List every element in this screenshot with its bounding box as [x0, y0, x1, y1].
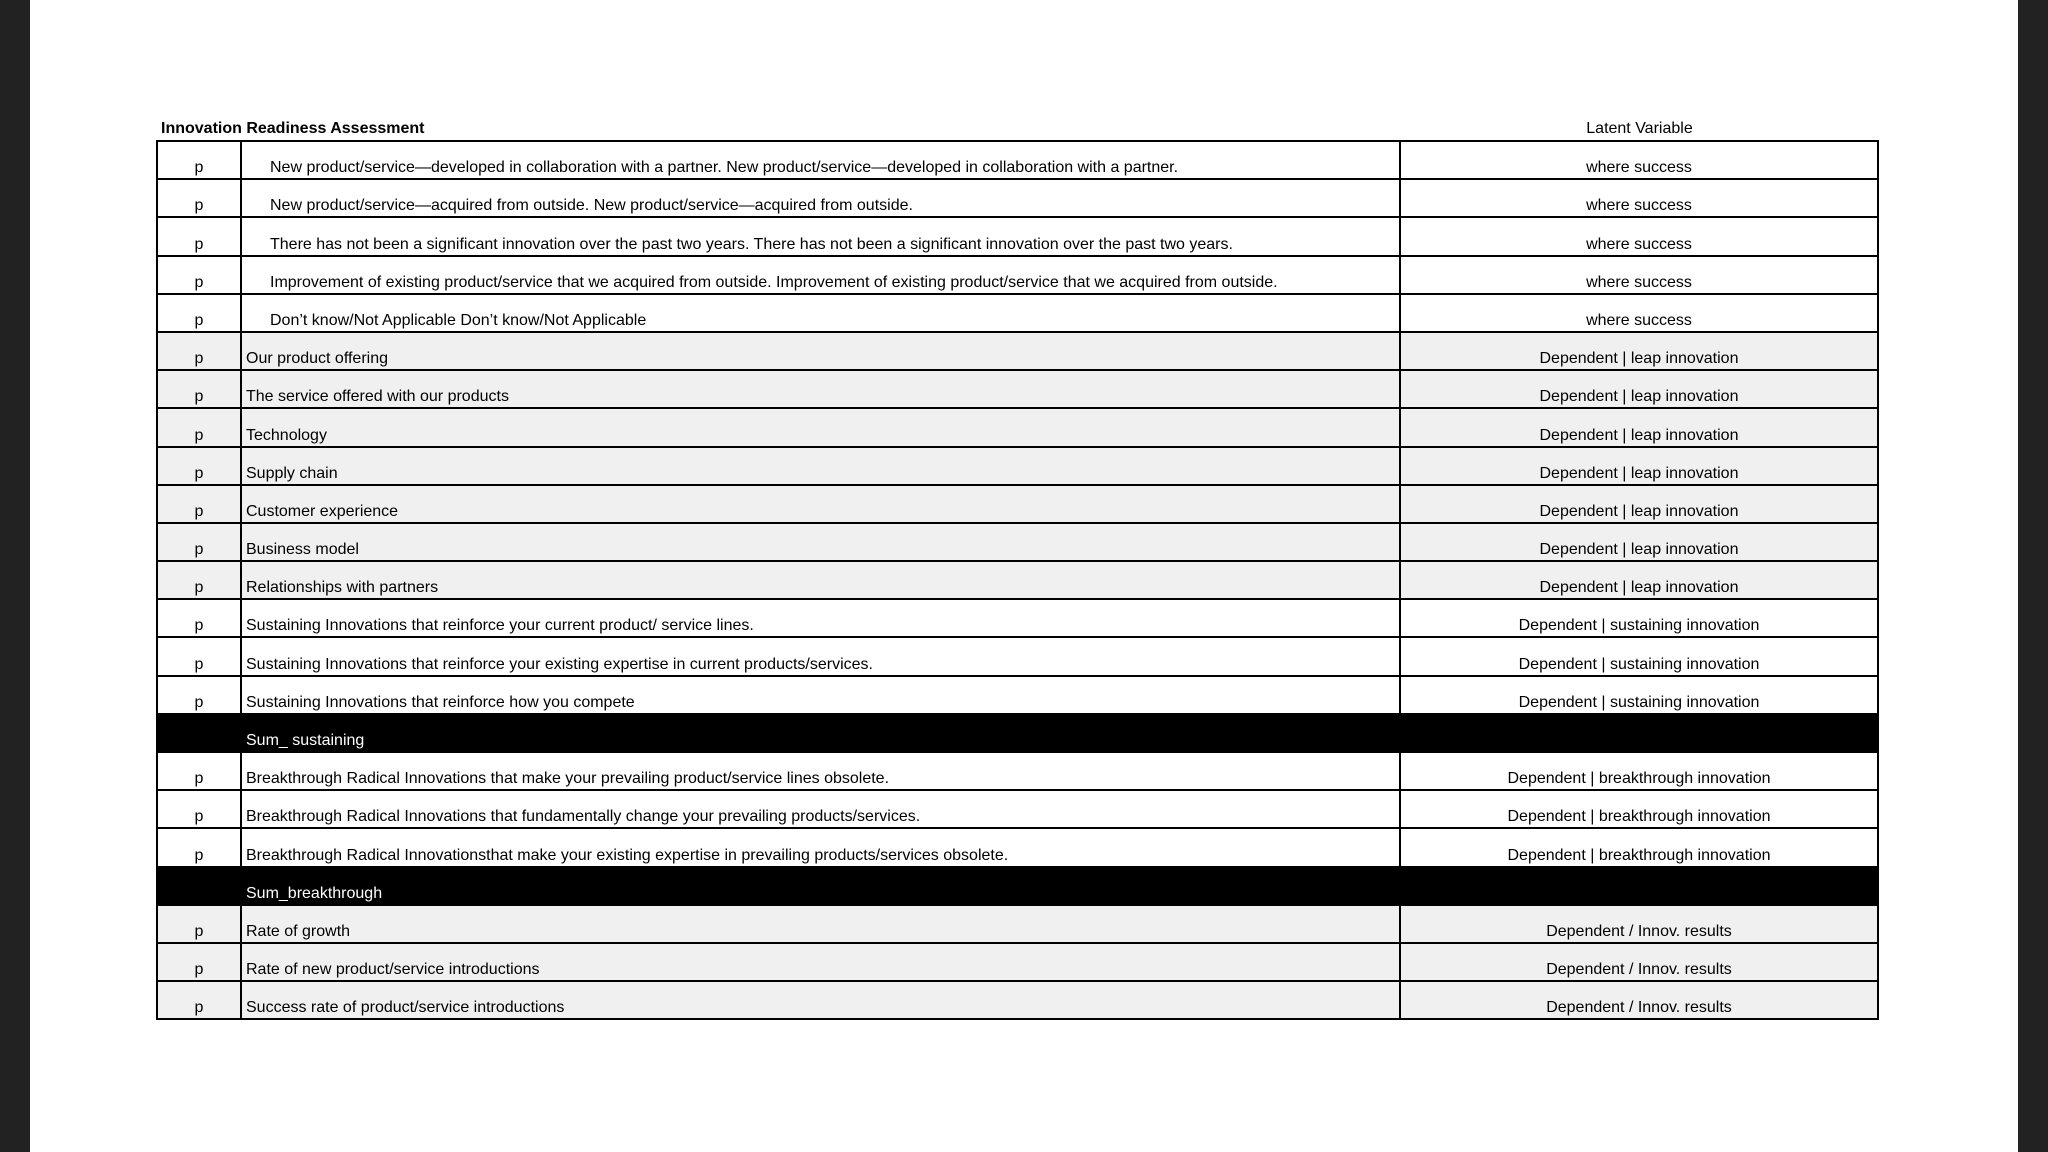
- latent-variable-cell: where success: [1586, 235, 1692, 253]
- table-row: [158, 218, 1877, 256]
- row-item-text: [242, 677, 1401, 713]
- row-item-text: [242, 524, 1401, 560]
- table-row: [158, 753, 1877, 791]
- table-row: [158, 142, 1877, 180]
- row-item-text: [242, 295, 1401, 331]
- row-marker: p: [158, 333, 242, 369]
- table-row: [158, 295, 1877, 333]
- table-title: Innovation Readiness Assessment: [161, 120, 425, 137]
- item-label: Sustaining Innovations that reinforce how you compete: [246, 693, 635, 711]
- latent-variable-cell: Dependent | breakthrough innovation: [1507, 846, 1771, 864]
- row-item-text: [242, 791, 1401, 827]
- table-row: [158, 257, 1877, 295]
- row-item-text: [242, 638, 1401, 674]
- table-row: [158, 906, 1877, 944]
- latent-variable-cell: Dependent | leap innovation: [1539, 426, 1739, 444]
- table-row: [158, 448, 1877, 486]
- row-item-text: [242, 218, 1401, 254]
- latent-variable-cell: Dependent | sustaining innovation: [1518, 617, 1760, 635]
- item-label: The service offered with our products: [246, 388, 509, 406]
- latent-variable-cell: Dependent / Innov. results: [1546, 999, 1732, 1017]
- item-label: New product/service—developed in collaboration with a partner. New product/service—developed in collaboration with a partner.: [270, 159, 1179, 177]
- item-label: Sum_ sustaining: [246, 732, 365, 749]
- item-label: Breakthrough Radical Innovationsthat make your existing expertise in prevailing products/services obsolete.: [246, 846, 1009, 864]
- row-item-text: [242, 448, 1401, 484]
- latent-variable-cell: Dependent | leap innovation: [1539, 350, 1739, 368]
- row-marker: p: [158, 944, 242, 980]
- item-label: Breakthrough Radical Innovations that make your prevailing product/service lines obsolete.: [246, 770, 890, 788]
- latent-variable-cell: where success: [1586, 273, 1692, 291]
- row-item-text: [242, 333, 1401, 369]
- table-row: [158, 524, 1877, 562]
- item-label: Success rate of product/service introductions: [246, 999, 565, 1017]
- row-item-text: [242, 868, 1401, 904]
- row-marker: p: [158, 638, 242, 674]
- row-item-text: [242, 753, 1401, 789]
- item-label: Business model: [246, 541, 359, 559]
- latent-variable-cell: Dependent | leap innovation: [1539, 464, 1739, 482]
- latent-variable-cell: Dependent | sustaining innovation: [1518, 693, 1760, 711]
- row-marker: p: [158, 524, 242, 560]
- row-marker: p: [158, 600, 242, 636]
- latent-variable-cell: where success: [1586, 159, 1692, 177]
- row-item-text: [242, 409, 1401, 445]
- row-marker: p: [158, 448, 242, 484]
- row-item-text: [242, 906, 1401, 942]
- row-marker: p: [158, 409, 242, 445]
- row-item-text: [242, 600, 1401, 636]
- row-marker: p: [158, 791, 242, 827]
- row-marker: p: [158, 371, 242, 407]
- latent-variable-cell: [1401, 715, 1877, 751]
- table-row: [158, 829, 1877, 867]
- row-item-text: [242, 180, 1401, 216]
- latent-variable-cell: Dependent / Innov. results: [1546, 961, 1732, 979]
- table-row: [158, 600, 1877, 638]
- latent-variable-cell: where success: [1586, 197, 1692, 215]
- table-row: [158, 180, 1877, 218]
- row-marker: p: [158, 753, 242, 789]
- latent-variable-cell: Dependent | leap innovation: [1539, 541, 1739, 559]
- row-marker: p: [158, 562, 242, 598]
- latent-variable-cell: Dependent / Innov. results: [1546, 922, 1732, 940]
- row-item-text: [242, 562, 1401, 598]
- item-label: Sustaining Innovations that reinforce your existing expertise in current products/services.: [246, 655, 873, 673]
- row-marker: p: [158, 142, 242, 178]
- item-label: There has not been a significant innovation over the past two years. There has not been a significant innovation over the past two years.: [270, 235, 1233, 253]
- item-label: Relationships with partners: [246, 579, 439, 597]
- row-item-text: [242, 257, 1401, 293]
- item-label: New product/service—acquired from outside. New product/service—acquired from outside.: [270, 197, 913, 215]
- row-item-text: [242, 715, 1401, 751]
- item-label: Our product offering: [246, 350, 389, 368]
- row-marker: p: [158, 257, 242, 293]
- row-marker: p: [158, 486, 242, 522]
- item-label: Sustaining Innovations that reinforce your current product/ service lines.: [246, 617, 754, 635]
- left-frame-edge: [0, 0, 30, 1152]
- table-row: [158, 944, 1877, 982]
- table-row: [158, 409, 1877, 447]
- latent-variable-header: Latent Variable: [1586, 120, 1693, 137]
- latent-variable-cell: where success: [1586, 311, 1692, 329]
- row-marker: p: [158, 829, 242, 865]
- item-label: Breakthrough Radical Innovations that fundamentally change your prevailing products/services.: [246, 808, 921, 826]
- latent-variable-cell: Dependent | breakthrough innovation: [1507, 808, 1771, 826]
- item-label: Rate of growth: [246, 922, 351, 940]
- item-label: Sum_breakthrough: [246, 884, 383, 902]
- table-row: [158, 982, 1877, 1020]
- row-marker: p: [158, 218, 242, 254]
- latent-variable-cell: Dependent | breakthrough innovation: [1507, 770, 1771, 788]
- table-row: [158, 333, 1877, 371]
- item-label: Don’t know/Not Applicable Don’t know/Not Applicable: [270, 311, 647, 329]
- latent-variable-cell: Dependent | leap innovation: [1539, 579, 1739, 597]
- row-item-text: [242, 982, 1401, 1018]
- table-row: [158, 677, 1877, 715]
- table-row: [158, 371, 1877, 409]
- item-label: Rate of new product/service introductions: [246, 961, 540, 979]
- row-item-text: [242, 486, 1401, 522]
- latent-variable-cell: Dependent | leap innovation: [1539, 388, 1739, 406]
- latent-variable-cell: Dependent | sustaining innovation: [1518, 655, 1760, 673]
- item-label: Supply chain: [246, 464, 338, 482]
- sum-row: [158, 868, 1877, 906]
- item-label: Technology: [246, 426, 327, 444]
- assessment-table: [156, 140, 1879, 1020]
- row-marker: [158, 715, 242, 751]
- row-item-text: [242, 142, 1401, 178]
- table-row: [158, 486, 1877, 524]
- latent-variable-cell: Dependent | leap innovation: [1539, 502, 1739, 520]
- item-label: Improvement of existing product/service that we acquired from outside. Improvement of existing product/service that we acquired from outside.: [270, 273, 1278, 291]
- row-marker: p: [158, 906, 242, 942]
- latent-variable-cell: [1401, 868, 1877, 904]
- row-item-text: [242, 944, 1401, 980]
- right-frame-edge: [2018, 0, 2048, 1152]
- row-item-text: [242, 371, 1401, 407]
- table-row: [158, 791, 1877, 829]
- row-marker: p: [158, 180, 242, 216]
- table-row: [158, 562, 1877, 600]
- row-marker: p: [158, 677, 242, 713]
- row-marker: p: [158, 982, 242, 1018]
- row-marker: p: [158, 295, 242, 331]
- table-row: [158, 638, 1877, 676]
- row-item-text: [242, 829, 1401, 865]
- item-label: Customer experience: [246, 502, 399, 520]
- row-marker: [158, 868, 242, 904]
- sum-row: [158, 715, 1877, 753]
